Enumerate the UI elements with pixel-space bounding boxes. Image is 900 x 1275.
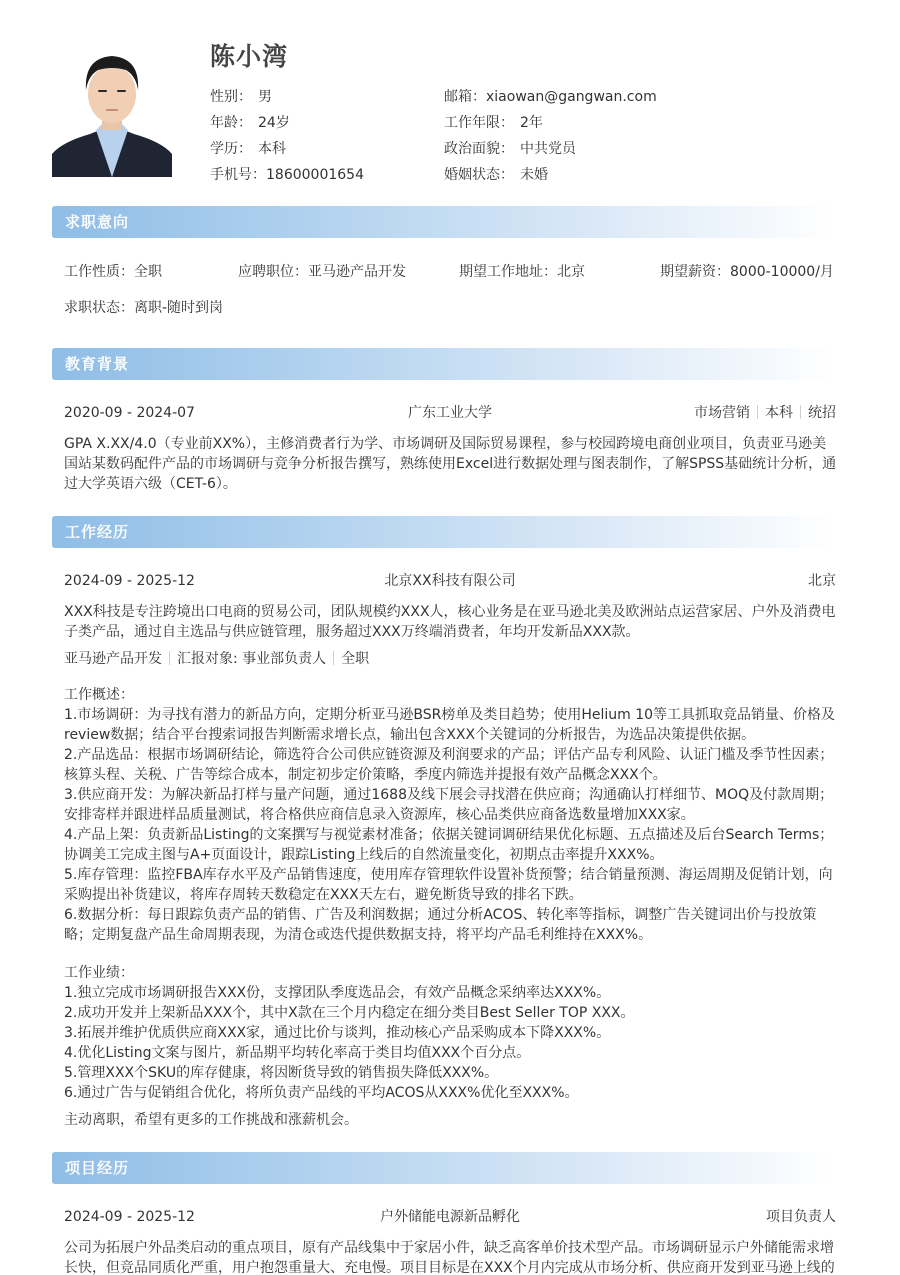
intent-label: 期望薪资：	[660, 264, 730, 280]
info-label: 婚姻状态：	[444, 167, 514, 183]
divider	[757, 405, 758, 419]
text-line: 核算头程、关税、广告等综合成本，制定初步定价策略，季度内筛选并提报有效产品概念XXX个。	[64, 767, 667, 783]
info-value: 本科	[258, 141, 286, 157]
text-line: 1.市场调研：为寻找有潜力的新品方向，定期分析亚马逊BSR榜单及类目趋势；使用Helium 10等工具抓取竞品销量、价格及	[64, 707, 836, 723]
intent-value: 全职	[134, 264, 162, 280]
work-company-description	[64, 602, 836, 642]
text-line: 协调美工完成主图与A+页面设计，跟踪Listing上线后的自然流量变化，初期点击率提升XXX%。	[64, 847, 664, 863]
education-major: 市场营销	[694, 405, 750, 421]
info-label: 性别：	[210, 89, 252, 105]
text-line: review数据；结合平台搜索词报告判断需求增长点，输出包含XXX个关键词的分析报告，为选品决策提供依据。	[64, 727, 756, 743]
text-line: 过大学英语六级（CET-6）。	[64, 476, 237, 492]
work-title: 亚马逊产品开发	[64, 651, 162, 667]
section-title: 工作经历	[65, 523, 130, 541]
divider	[169, 651, 170, 665]
intent-work-type	[64, 262, 162, 282]
project-period: 2024-09 - 2025-12	[64, 1209, 195, 1225]
text-line: 2.产品选品：根据市场调研结论，筛选符合公司供应链资源及利润要求的产品；评估产品专利风险、认证门槛及季节性因素；	[64, 747, 834, 763]
info-label: 年龄：	[210, 115, 252, 131]
text-line: 略；定期复盘产品生命周期表现，为清仓或迭代提供数据支持，将平均产品毛利维持在XXX%。	[64, 927, 653, 943]
info-label: 政治面貌：	[444, 141, 514, 157]
work-report-to: 汇报对象: 事业部负责人	[177, 651, 327, 667]
info-political	[444, 136, 657, 162]
text-line: 采购提出补货建议，将库存周转天数稳定在XXX天左右，避免断货导致的排名下跌。	[64, 887, 583, 903]
text-line: 1.独立完成市场调研报告XXX份，支撑团队季度选品会，有效产品概念采纳率达XXX%。	[64, 985, 611, 1001]
text-line: XXX科技是专注跨境出口电商的贸易公司，团队规模约XXX人，核心业务是在亚马逊北美及欧洲站点运营家居、户外及消费电	[64, 604, 836, 620]
intent-label: 应聘职位：	[238, 264, 308, 280]
section-header-project	[52, 1152, 836, 1184]
intent-value: 8000-10000/月	[730, 264, 834, 280]
text-line: 2.成功开发并上架新品XXX个，其中X款在三个月内稳定在细分类目Best Seller TOP XXX。	[64, 1005, 635, 1021]
basic-info-left	[210, 84, 364, 188]
intent-label: 工作性质：	[64, 264, 134, 280]
work-period: 2024-09 - 2025-12	[64, 573, 195, 589]
section-title: 求职意向	[65, 213, 130, 231]
achievements-title: 工作业绩：	[64, 965, 134, 981]
project-entry-header	[64, 1207, 836, 1227]
section-title: 项目经历	[65, 1159, 130, 1177]
profile-header	[52, 40, 852, 183]
basic-info-right	[444, 84, 657, 188]
text-line: 公司为拓展户外品类启动的重点项目，原有产品线集中于家居小件，缺乏高客单价技术型产品。市场调研显示户外储能需求增	[64, 1240, 834, 1256]
info-label: 手机号：	[210, 167, 266, 183]
avatar	[52, 46, 172, 177]
text-line: 4.优化Listing文案与图片，新品期平均转化率高于类目均值XXX个百分点。	[64, 1045, 531, 1061]
divider	[800, 405, 801, 419]
overview-title: 工作概述：	[64, 687, 134, 703]
education-period: 2020-09 - 2024-07	[64, 405, 195, 421]
text-line: 5.库存管理：监控FBA库存水平及产品销售速度，使用库存管理软件设置补货预警；结合销量预测、海运周期及促销计划，向	[64, 867, 833, 883]
info-label: 工作年限：	[444, 115, 514, 131]
info-email	[444, 84, 657, 110]
info-value: 未婚	[520, 167, 548, 183]
project-description	[64, 1238, 836, 1275]
divider	[333, 651, 334, 665]
education-entry-header	[64, 403, 836, 423]
text-line: GPA X.XX/4.0（专业前XX%），主修消费者行为学、市场调研及国际贸易课程，参与校园跨境电商创业项目，负责亚马逊美	[64, 436, 827, 452]
text-line: 子类产品，通过自主选品与供应链管理，服务超过XXX万终端消费者，年均开发新品XXX款。	[64, 624, 640, 640]
work-achievements	[64, 963, 836, 1103]
text-line: 5.管理XXX个SKU的库存健康，将因断货导致的销售损失降低XXX%。	[64, 1065, 499, 1081]
text-line: 3.供应商开发：为解决新品打样与量产问题，通过1688及线下展会寻找潜在供应商；沟通确认打样细节、MOQ及付款周期；	[64, 787, 834, 803]
project-name: 户外储能电源新品孵化	[380, 1209, 520, 1225]
info-value: 24岁	[258, 115, 290, 131]
info-marital	[444, 162, 657, 188]
intent-label: 期望工作地址：	[459, 264, 557, 280]
text-line: 3.拓展并维护优质供应商XXX家，通过比价与谈判，推动核心产品采购成本下降XXX%。	[64, 1025, 611, 1041]
work-overview	[64, 685, 836, 945]
intent-position	[238, 262, 406, 282]
section-title: 教育背景	[65, 355, 130, 373]
info-label: 邮箱：	[444, 89, 486, 105]
section-header-work	[52, 516, 836, 548]
text-line: 6.数据分析：每日跟踪负责产品的销售、广告及利润数据；通过分析ACOS、转化率等指标，调整广告关键词出价与投放策	[64, 907, 817, 923]
text-line: 国站某数码配件产品的市场调研与竞争分析报告撰写，熟练使用Excel进行数据处理与图表制作，了解SPSS基础统计分析，通	[64, 456, 837, 472]
info-gender	[210, 84, 364, 110]
work-leave-reason: 主动离职，希望有更多的工作挑战和涨薪机会。	[64, 1112, 358, 1128]
intent-salary	[660, 262, 834, 282]
education-school: 广东工业大学	[408, 405, 492, 421]
intent-location	[459, 262, 585, 282]
project-role: 项目负责人	[766, 1209, 836, 1225]
intent-value: 北京	[557, 264, 585, 280]
intent-value: 亚马逊产品开发	[308, 264, 406, 280]
info-education	[210, 136, 364, 162]
text-line: 6.通过广告与促销组合优化，将所负责产品线的平均ACOS从XXX%优化至XXX%。	[64, 1085, 579, 1101]
info-value: 男	[258, 89, 272, 105]
info-value: 18600001654	[266, 167, 364, 183]
text-line: 安排寄样并跟进样品质量测试，将合格供应商信息录入资源库，核心品类供应商备选数量增加XXX家。	[64, 807, 695, 823]
text-line: 长快，但竞品同质化严重，用户抱怨重量大、充电慢。项目目标是在XXX个月内完成从市场分析、供应商开发到亚马逊上线的	[64, 1260, 835, 1275]
work-company: 北京XX科技有限公司	[384, 573, 516, 589]
candidate-name: 陈小湾	[210, 42, 289, 71]
info-value: 中共党员	[520, 141, 576, 157]
info-age	[210, 110, 364, 136]
work-entry-header	[64, 571, 836, 591]
info-work-years	[444, 110, 657, 136]
education-type: 统招	[808, 405, 836, 421]
work-tags	[64, 649, 836, 669]
text-line: 4.产品上架：负责新品Listing的文案撰写与视觉素材准备；依据关键词调研结果优化标题、五点描述及后台Search Terms；	[64, 827, 834, 843]
section-header-education	[52, 348, 836, 380]
info-phone	[210, 162, 364, 188]
info-value: xiaowan@gangwan.com	[486, 89, 657, 105]
work-type: 全职	[341, 651, 370, 667]
intent-value: 离职-随时到岗	[134, 300, 224, 316]
intent-status	[64, 298, 223, 318]
education-degree: 本科	[765, 405, 793, 421]
info-value: 2年	[520, 115, 543, 131]
education-description	[64, 434, 836, 494]
intent-label: 求职状态：	[64, 300, 134, 316]
work-location: 北京	[808, 573, 836, 589]
section-header-intent	[52, 206, 836, 238]
education-tags	[694, 403, 836, 423]
info-label: 学历：	[210, 141, 252, 157]
avatar-photo-icon	[52, 46, 172, 177]
